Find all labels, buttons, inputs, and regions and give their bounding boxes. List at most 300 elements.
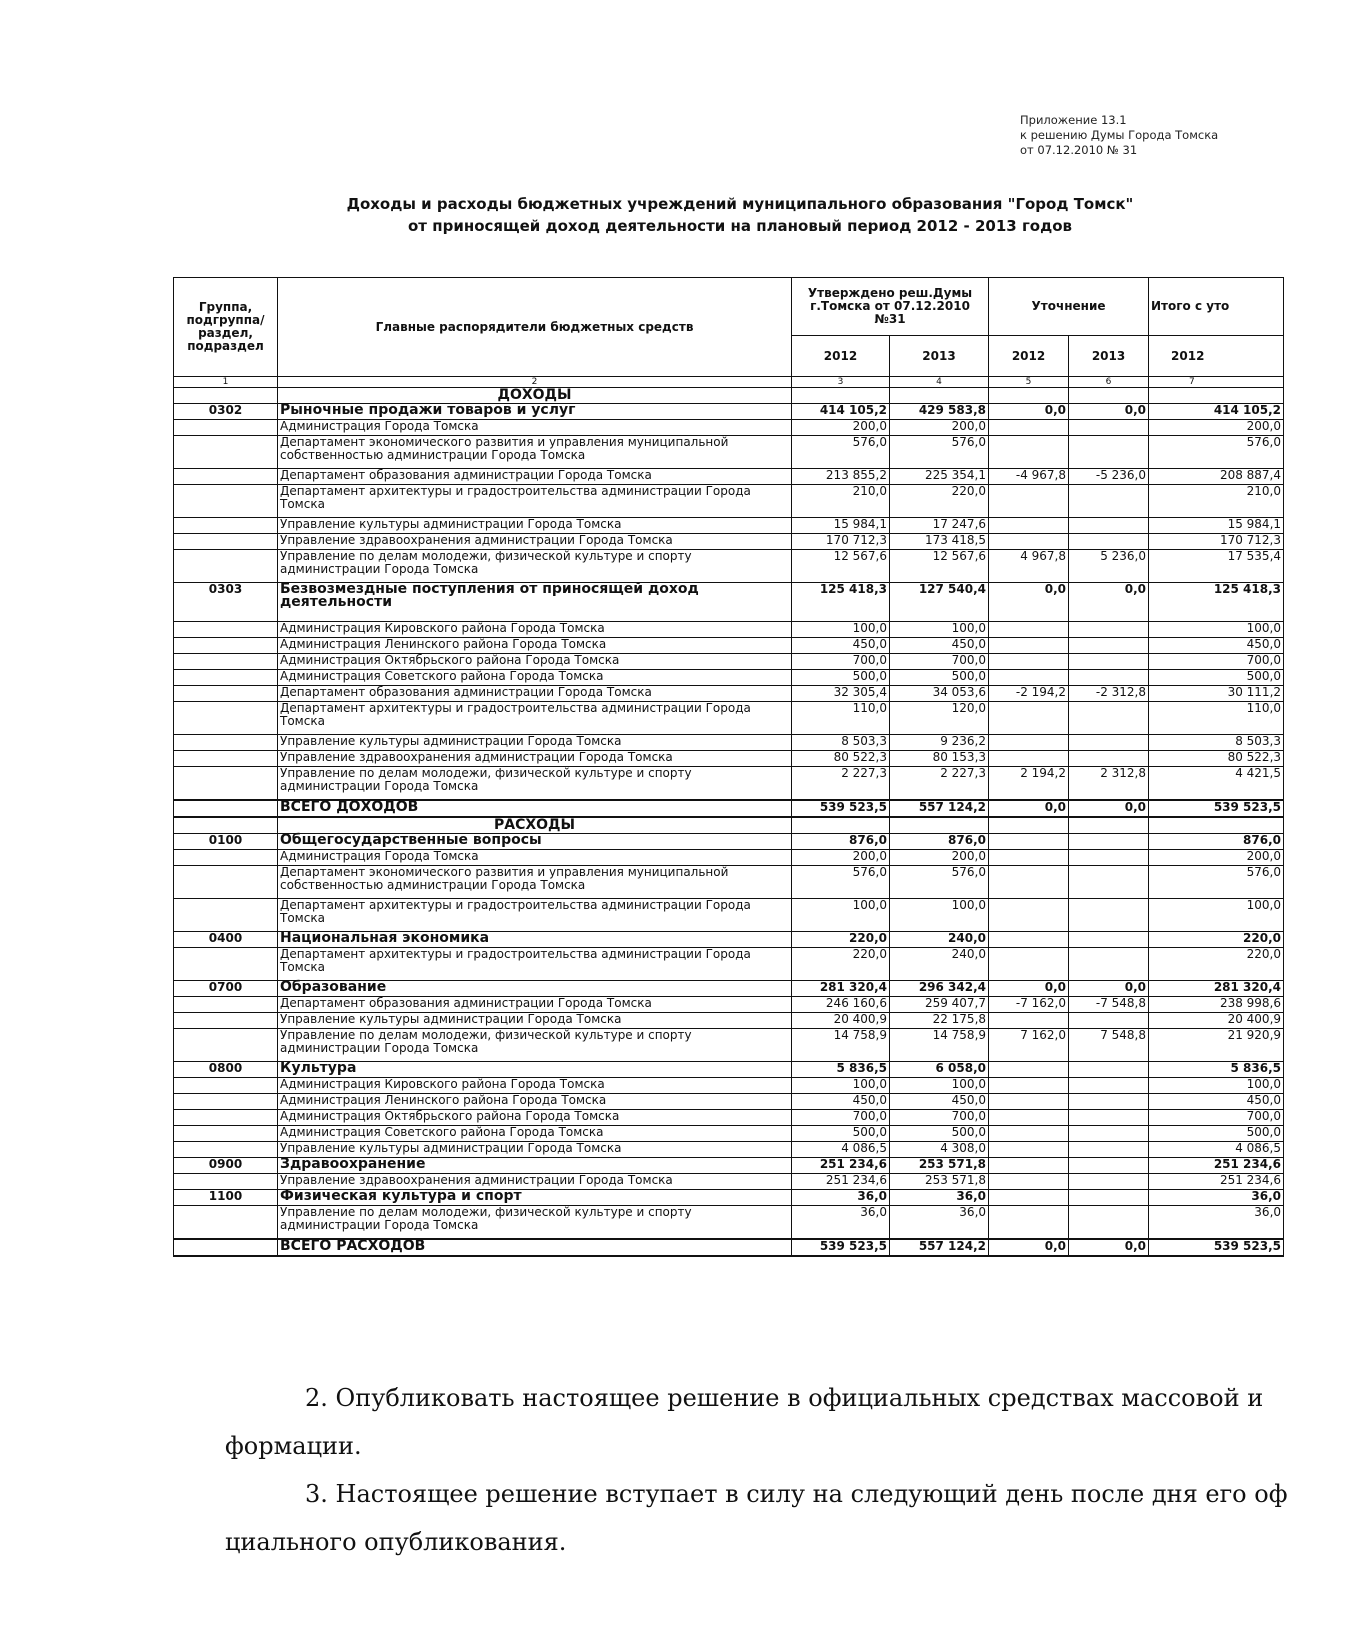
clarification-2013-cell	[1069, 932, 1149, 948]
clarification-2013-cell	[1069, 1190, 1149, 1206]
approved-2013-cell: 14 758,9	[890, 1029, 989, 1062]
total-2012-cell: 876,0	[1149, 834, 1284, 850]
approved-2013-cell: 700,0	[890, 654, 989, 670]
section-spacer-cell	[174, 388, 278, 404]
clarification-2013-cell	[1069, 670, 1149, 686]
group-code-cell	[174, 534, 278, 550]
distributor-name-cell: Администрация Ленинского района Города Томска	[278, 638, 792, 654]
approved-2012-cell: 450,0	[792, 1094, 890, 1110]
distributor-name-cell: Управление по делам молодежи, физической культуре и спорту администрации Города Томска	[278, 1029, 792, 1062]
total-2012-cell: 36,0	[1149, 1190, 1284, 1206]
group-code-cell: 0700	[174, 981, 278, 997]
clarification-2013-cell: 0,0	[1069, 981, 1149, 997]
distributor-name-cell: Администрация Кировского района Города Томска	[278, 1078, 792, 1094]
table-row	[174, 899, 1284, 932]
total-spacer-cell	[174, 800, 278, 817]
approved-2012-cell: 576,0	[792, 866, 890, 899]
distributor-name-cell: Администрация Советского района Города Томска	[278, 670, 792, 686]
section-spacer-cell	[1069, 388, 1149, 404]
table-group-row	[174, 583, 1284, 622]
distributor-name-cell: Общегосударственные вопросы	[278, 834, 792, 850]
total-2012-cell: 80 522,3	[1149, 751, 1284, 767]
table-row	[174, 1110, 1284, 1126]
total-value: 539 523,5	[792, 800, 890, 817]
clarification-2012-cell	[989, 1142, 1069, 1158]
total-2012-cell: 100,0	[1149, 622, 1284, 638]
table-row	[174, 638, 1284, 654]
total-value: 0,0	[989, 1239, 1069, 1256]
group-code-cell: 1100	[174, 1190, 278, 1206]
approved-2013-cell: 22 175,8	[890, 1013, 989, 1029]
paragraph-3-line-1: 3. Настоящее решение вступает в силу на следующий день после дня его оф	[305, 1480, 1288, 1508]
clarification-2012-cell: -4 967,8	[989, 469, 1069, 485]
distributor-name-cell: Безвозмездные поступления от приносящей доход деятельности	[278, 583, 792, 622]
approved-2012-cell: 170 712,3	[792, 534, 890, 550]
distributor-name-cell: Департамент архитектуры и градостроительства администрации Города Томска	[278, 899, 792, 932]
distributor-name-cell: Администрация Города Томска	[278, 420, 792, 436]
table-group-row	[174, 932, 1284, 948]
group-code-cell	[174, 1206, 278, 1240]
group-code-cell: 0800	[174, 1062, 278, 1078]
approved-2012-cell: 210,0	[792, 485, 890, 518]
approved-2012-cell: 414 105,2	[792, 404, 890, 420]
distributor-name-cell: Департамент образования администрации Города Томска	[278, 686, 792, 702]
approved-2013-cell: 220,0	[890, 485, 989, 518]
table-row	[174, 751, 1284, 767]
distributor-name-cell: Администрация Кировского района Города Томска	[278, 622, 792, 638]
clarification-2013-cell	[1069, 420, 1149, 436]
distributor-name-cell: Администрация Советского района Города Томска	[278, 1126, 792, 1142]
total-2012-cell: 251 234,6	[1149, 1174, 1284, 1190]
clarification-2013-cell	[1069, 654, 1149, 670]
approved-2012-cell: 576,0	[792, 436, 890, 469]
approved-2013-cell: 253 571,8	[890, 1174, 989, 1190]
column-numbers-row	[174, 377, 1284, 388]
distributor-name-cell: Департамент архитектуры и градостроительства администрации Города Томска	[278, 485, 792, 518]
distributor-name-cell: Управление по делам молодежи, физической культуре и спорту администрации Города Томска	[278, 550, 792, 583]
total-row	[174, 1239, 1284, 1256]
distributor-name-cell: Департамент экономического развития и управления муниципальной собственностью администрации Города Томска	[278, 866, 792, 899]
section-spacer-cell	[1149, 388, 1284, 404]
clarification-2012-cell	[989, 948, 1069, 981]
distributor-name-cell: Управление здравоохранения администрации Города Томска	[278, 751, 792, 767]
approved-2012-cell: 125 418,3	[792, 583, 890, 622]
clarification-2012-cell	[989, 518, 1069, 534]
total-2012-cell: 414 105,2	[1149, 404, 1284, 420]
total-2012-cell: 700,0	[1149, 654, 1284, 670]
clarification-2013-cell	[1069, 702, 1149, 735]
clarification-2013-cell	[1069, 1094, 1149, 1110]
approved-2013-cell: 429 583,8	[890, 404, 989, 420]
table-row	[174, 550, 1284, 583]
appendix-line: к решению Думы Города Томска	[1020, 128, 1219, 142]
approved-2013-cell: 36,0	[890, 1190, 989, 1206]
clarification-2012-cell	[989, 534, 1069, 550]
group-code-cell	[174, 654, 278, 670]
approved-2013-cell: 576,0	[890, 436, 989, 469]
approved-2012-cell: 281 320,4	[792, 981, 890, 997]
approved-2012-cell: 4 086,5	[792, 1142, 890, 1158]
distributor-name-cell: Физическая культура и спорт	[278, 1190, 792, 1206]
approved-2012-cell: 251 234,6	[792, 1174, 890, 1190]
clarification-2012-cell: 0,0	[989, 583, 1069, 622]
total-2012-cell: 576,0	[1149, 436, 1284, 469]
distributor-name-cell: Управление здравоохранения администрации Города Томска	[278, 534, 792, 550]
clarification-2012-cell: 4 967,8	[989, 550, 1069, 583]
approved-2012-cell: 14 758,9	[792, 1029, 890, 1062]
column-number: 1	[174, 377, 278, 388]
table-row	[174, 622, 1284, 638]
table-group-row	[174, 1062, 1284, 1078]
group-code-cell: 0400	[174, 932, 278, 948]
table-row	[174, 702, 1284, 735]
total-2012-cell: 700,0	[1149, 1110, 1284, 1126]
clarification-2012-cell	[989, 485, 1069, 518]
total-label: ВСЕГО РАСХОДОВ	[278, 1239, 792, 1256]
group-code-cell: 0303	[174, 583, 278, 622]
total-2012-cell: 15 984,1	[1149, 518, 1284, 534]
table-row	[174, 518, 1284, 534]
table-row	[174, 1078, 1284, 1094]
table-row	[174, 534, 1284, 550]
approved-2013-cell: 80 153,3	[890, 751, 989, 767]
section-label: ДОХОДЫ	[278, 388, 792, 404]
approved-2013-cell: 127 540,4	[890, 583, 989, 622]
approved-2012-cell: 700,0	[792, 1110, 890, 1126]
group-code-cell	[174, 686, 278, 702]
approved-2013-cell: 100,0	[890, 899, 989, 932]
total-2012-cell: 500,0	[1149, 1126, 1284, 1142]
approved-2013-cell: 12 567,6	[890, 550, 989, 583]
section-spacer-cell	[989, 388, 1069, 404]
approved-2012-cell: 100,0	[792, 622, 890, 638]
budget-table-wrapper	[173, 277, 1282, 1257]
group-code-cell	[174, 1174, 278, 1190]
total-value: 539 523,5	[792, 1239, 890, 1256]
distributor-name-cell: Департамент экономического развития и управления муниципальной собственностью администрации Города Томска	[278, 436, 792, 469]
clarification-2013-cell	[1069, 485, 1149, 518]
clarification-2013-cell	[1069, 1174, 1149, 1190]
table-group-row	[174, 981, 1284, 997]
column-number: 6	[1069, 377, 1149, 388]
header-year: 2013	[1069, 336, 1149, 377]
total-spacer-cell	[174, 1239, 278, 1256]
clarification-2013-cell	[1069, 948, 1149, 981]
table-group-row	[174, 1158, 1284, 1174]
approved-2012-cell: 15 984,1	[792, 518, 890, 534]
total-2012-cell: 4 086,5	[1149, 1142, 1284, 1158]
total-2012-cell: 210,0	[1149, 485, 1284, 518]
clarification-2012-cell	[989, 735, 1069, 751]
table-row	[174, 686, 1284, 702]
approved-2013-cell: 450,0	[890, 1094, 989, 1110]
table-row	[174, 654, 1284, 670]
clarification-2012-cell	[989, 622, 1069, 638]
clarification-2012-cell: -2 194,2	[989, 686, 1069, 702]
total-2012-cell: 21 920,9	[1149, 1029, 1284, 1062]
group-code-cell	[174, 866, 278, 899]
group-code-cell	[174, 420, 278, 436]
approved-2013-cell: 240,0	[890, 932, 989, 948]
table-group-row	[174, 834, 1284, 850]
total-2012-cell: 500,0	[1149, 670, 1284, 686]
paragraph-2-line-2: формации.	[225, 1432, 362, 1460]
clarification-2013-cell	[1069, 1110, 1149, 1126]
distributor-name-cell: Департамент архитектуры и градостроительства администрации Города Томска	[278, 948, 792, 981]
clarification-2012-cell	[989, 1062, 1069, 1078]
approved-2013-cell: 173 418,5	[890, 534, 989, 550]
clarification-2013-cell	[1069, 1206, 1149, 1240]
group-code-cell	[174, 997, 278, 1013]
clarification-2012-cell	[989, 751, 1069, 767]
clarification-2012-cell	[989, 866, 1069, 899]
approved-2012-cell: 246 160,6	[792, 997, 890, 1013]
clarification-2013-cell	[1069, 850, 1149, 866]
total-value: 0,0	[1069, 800, 1149, 817]
header-row	[174, 278, 1284, 336]
approved-2013-cell: 36,0	[890, 1206, 989, 1240]
group-code-cell	[174, 1110, 278, 1126]
approved-2012-cell: 700,0	[792, 654, 890, 670]
section-spacer-cell	[989, 817, 1069, 834]
total-2012-cell: 281 320,4	[1149, 981, 1284, 997]
clarification-2012-cell: 0,0	[989, 404, 1069, 420]
distributor-name-cell: Управление по делам молодежи, физической культуре и спорту администрации Города Томска	[278, 1206, 792, 1240]
clarification-2013-cell	[1069, 1013, 1149, 1029]
total-2012-cell: 20 400,9	[1149, 1013, 1284, 1029]
clarification-2013-cell	[1069, 638, 1149, 654]
distributor-name-cell: Управление культуры администрации Города Томска	[278, 518, 792, 534]
group-code-cell	[174, 899, 278, 932]
clarification-2012-cell: -7 162,0	[989, 997, 1069, 1013]
approved-2013-cell: 576,0	[890, 866, 989, 899]
clarification-2012-cell	[989, 1206, 1069, 1240]
total-2012-cell: 8 503,3	[1149, 735, 1284, 751]
approved-2012-cell: 876,0	[792, 834, 890, 850]
header-year: 2012	[1149, 336, 1284, 377]
group-code-cell	[174, 1013, 278, 1029]
approved-2013-cell: 100,0	[890, 622, 989, 638]
approved-2012-cell: 36,0	[792, 1190, 890, 1206]
total-2012-cell: 170 712,3	[1149, 534, 1284, 550]
total-2012-cell: 576,0	[1149, 866, 1284, 899]
clarification-2013-cell: -5 236,0	[1069, 469, 1149, 485]
table-row	[174, 997, 1284, 1013]
approved-2012-cell: 110,0	[792, 702, 890, 735]
group-code-cell	[174, 735, 278, 751]
group-code-cell	[174, 1142, 278, 1158]
total-label: ВСЕГО ДОХОДОВ	[278, 800, 792, 817]
budget-table-body	[174, 377, 1284, 1257]
clarification-2012-cell	[989, 1126, 1069, 1142]
paragraph-3-line-2: циального опубликования.	[225, 1528, 567, 1556]
clarification-2013-cell: -2 312,8	[1069, 686, 1149, 702]
clarification-2012-cell: 0,0	[989, 981, 1069, 997]
total-2012-cell: 100,0	[1149, 1078, 1284, 1094]
approved-2012-cell: 500,0	[792, 1126, 890, 1142]
total-value: 539 523,5	[1149, 1239, 1284, 1256]
approved-2013-cell: 259 407,7	[890, 997, 989, 1013]
table-row	[174, 436, 1284, 469]
clarification-2012-cell: 2 194,2	[989, 767, 1069, 801]
title-line: от приносящей доход деятельности на плановый период 2012 - 2013 годов	[408, 217, 1072, 235]
document-title	[240, 193, 1240, 237]
approved-2012-cell: 100,0	[792, 1078, 890, 1094]
distributor-name-cell: Образование	[278, 981, 792, 997]
approved-2012-cell: 80 522,3	[792, 751, 890, 767]
distributor-name-cell: Управление здравоохранения администрации Города Томска	[278, 1174, 792, 1190]
approved-2012-cell: 213 855,2	[792, 469, 890, 485]
distributor-name-cell: Управление культуры администрации Города Томска	[278, 735, 792, 751]
approved-2012-cell: 12 567,6	[792, 550, 890, 583]
approved-2012-cell: 500,0	[792, 670, 890, 686]
clarification-2012-cell	[989, 436, 1069, 469]
group-code-cell	[174, 1078, 278, 1094]
clarification-2012-cell	[989, 1190, 1069, 1206]
section-spacer-cell	[792, 388, 890, 404]
table-row	[174, 670, 1284, 686]
total-value: 557 124,2	[890, 800, 989, 817]
distributor-name-cell: Национальная экономика	[278, 932, 792, 948]
total-2012-cell: 200,0	[1149, 850, 1284, 866]
clarification-2013-cell	[1069, 1142, 1149, 1158]
group-code-cell	[174, 622, 278, 638]
clarification-2013-cell	[1069, 834, 1149, 850]
approved-2013-cell: 9 236,2	[890, 735, 989, 751]
approved-2012-cell: 32 305,4	[792, 686, 890, 702]
clarification-2013-cell: 0,0	[1069, 404, 1149, 420]
total-value: 0,0	[1069, 1239, 1149, 1256]
clarification-2012-cell	[989, 850, 1069, 866]
total-2012-cell: 238 998,6	[1149, 997, 1284, 1013]
appendix-line: Приложение 13.1	[1020, 113, 1127, 127]
clarification-2012-cell	[989, 670, 1069, 686]
clarification-2012-cell	[989, 1078, 1069, 1094]
clarification-2013-cell	[1069, 1126, 1149, 1142]
approved-2013-cell: 200,0	[890, 420, 989, 436]
section-spacer-cell	[890, 388, 989, 404]
clarification-2013-cell: 7 548,8	[1069, 1029, 1149, 1062]
paragraph-2-line-1: 2. Опубликовать настоящее решение в официальных средствах массовой и	[305, 1384, 1264, 1412]
clarification-2013-cell	[1069, 518, 1149, 534]
clarification-2012-cell	[989, 899, 1069, 932]
approved-2012-cell: 100,0	[792, 899, 890, 932]
distributor-name-cell: Рыночные продажи товаров и услуг	[278, 404, 792, 420]
approved-2013-cell: 500,0	[890, 1126, 989, 1142]
approved-2013-cell: 100,0	[890, 1078, 989, 1094]
section-spacer-cell	[792, 817, 890, 834]
header-year: 2013	[890, 336, 989, 377]
distributor-name-cell: Управление культуры администрации Города Томска	[278, 1013, 792, 1029]
clarification-2013-cell: 2 312,8	[1069, 767, 1149, 801]
column-number: 4	[890, 377, 989, 388]
approved-2013-cell: 296 342,4	[890, 981, 989, 997]
section-label: РАСХОДЫ	[278, 817, 792, 834]
clarification-2012-cell	[989, 834, 1069, 850]
clarification-2013-cell: -7 548,8	[1069, 997, 1149, 1013]
approved-2013-cell: 34 053,6	[890, 686, 989, 702]
total-2012-cell: 125 418,3	[1149, 583, 1284, 622]
clarification-2013-cell	[1069, 436, 1149, 469]
distributor-name-cell: Здравоохранение	[278, 1158, 792, 1174]
table-row	[174, 767, 1284, 801]
approved-2013-cell: 17 247,6	[890, 518, 989, 534]
column-number: 2	[278, 377, 792, 388]
header-year: 2012	[989, 336, 1069, 377]
approved-2012-cell: 36,0	[792, 1206, 890, 1240]
group-code-cell	[174, 751, 278, 767]
approved-2012-cell: 251 234,6	[792, 1158, 890, 1174]
group-code-cell	[174, 1029, 278, 1062]
clarification-2012-cell	[989, 420, 1069, 436]
total-2012-cell: 36,0	[1149, 1206, 1284, 1240]
clarification-2012-cell: 7 162,0	[989, 1029, 1069, 1062]
header-name: Главные распорядители бюджетных средств	[278, 278, 792, 377]
group-code-cell: 0900	[174, 1158, 278, 1174]
approved-2013-cell: 6 058,0	[890, 1062, 989, 1078]
group-code-cell	[174, 550, 278, 583]
approved-2013-cell: 240,0	[890, 948, 989, 981]
section-spacer-cell	[174, 817, 278, 834]
group-code-cell	[174, 518, 278, 534]
clarification-2012-cell	[989, 702, 1069, 735]
distributor-name-cell: Управление по делам молодежи, физической культуре и спорту администрации Города Томска	[278, 767, 792, 801]
total-2012-cell: 110,0	[1149, 702, 1284, 735]
total-value: 557 124,2	[890, 1239, 989, 1256]
budget-table	[173, 277, 1284, 1257]
table-row	[174, 735, 1284, 751]
total-2012-cell: 5 836,5	[1149, 1062, 1284, 1078]
header-approved: Утверждено реш.Думы г.Томска от 07.12.2010 №31	[792, 278, 989, 336]
clarification-2013-cell	[1069, 622, 1149, 638]
header-clarification: Уточнение	[989, 278, 1149, 336]
group-code-cell	[174, 1126, 278, 1142]
approved-2013-cell: 253 571,8	[890, 1158, 989, 1174]
approved-2013-cell: 120,0	[890, 702, 989, 735]
clarification-2012-cell	[989, 1110, 1069, 1126]
table-row	[174, 1094, 1284, 1110]
distributor-name-cell: Департамент образования администрации Города Томска	[278, 469, 792, 485]
clarification-2012-cell	[989, 654, 1069, 670]
total-2012-cell: 200,0	[1149, 420, 1284, 436]
group-code-cell	[174, 670, 278, 686]
approved-2012-cell: 220,0	[792, 948, 890, 981]
approved-2012-cell: 2 227,3	[792, 767, 890, 801]
total-2012-cell: 450,0	[1149, 1094, 1284, 1110]
header-total: Итого с уто	[1149, 278, 1284, 336]
clarification-2013-cell: 0,0	[1069, 583, 1149, 622]
distributor-name-cell: Департамент архитектуры и градостроительства администрации Города Томска	[278, 702, 792, 735]
total-2012-cell: 17 535,4	[1149, 550, 1284, 583]
total-value: 539 523,5	[1149, 800, 1284, 817]
table-group-row	[174, 404, 1284, 420]
approved-2012-cell: 200,0	[792, 850, 890, 866]
group-code-cell	[174, 1094, 278, 1110]
table-row	[174, 1206, 1284, 1240]
table-row	[174, 1029, 1284, 1062]
distributor-name-cell: Администрация Октябрьского района Города Томска	[278, 654, 792, 670]
clarification-2012-cell	[989, 1158, 1069, 1174]
total-value: 0,0	[989, 800, 1069, 817]
group-code-cell	[174, 436, 278, 469]
distributor-name-cell: Культура	[278, 1062, 792, 1078]
group-code-cell: 0302	[174, 404, 278, 420]
appendix-note	[1020, 113, 1270, 158]
table-row	[174, 948, 1284, 981]
clarification-2013-cell	[1069, 1078, 1149, 1094]
approved-2013-cell: 876,0	[890, 834, 989, 850]
approved-2013-cell: 2 227,3	[890, 767, 989, 801]
